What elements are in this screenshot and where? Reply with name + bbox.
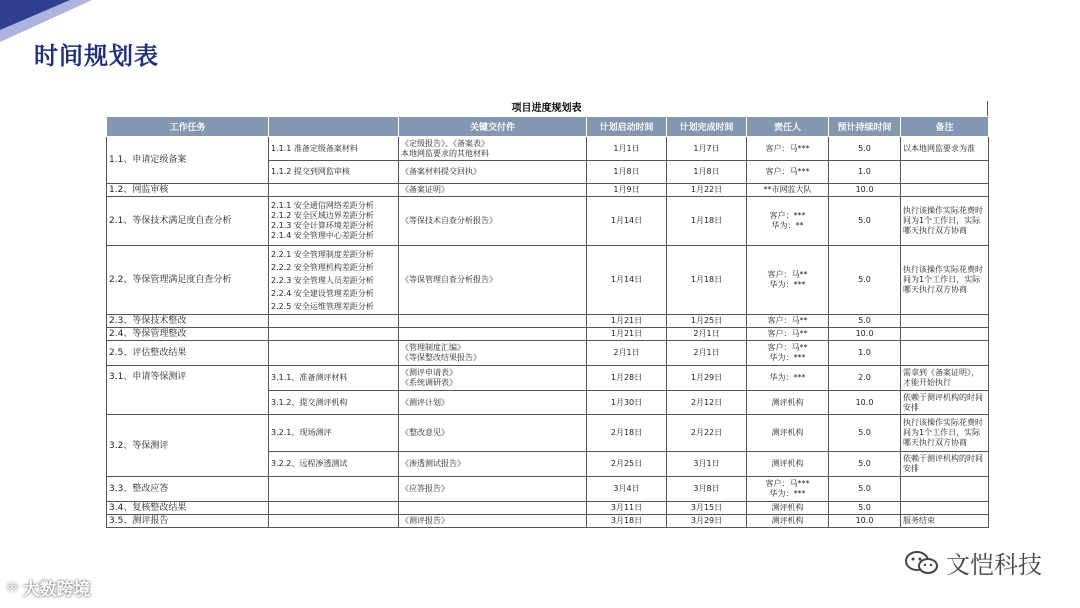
duration-cell: 10.0 (829, 515, 901, 528)
task-cell: 2.4、等保管理整改 (107, 328, 269, 341)
subtask-cell (269, 328, 399, 341)
end-cell: 1月22日 (667, 184, 747, 197)
watermark-logo-icon: ♾ (6, 579, 19, 596)
note-cell: 依赖于测评机构的时间安排 (901, 452, 989, 477)
owner-cell: **市网监大队 (747, 184, 829, 197)
start-cell: 1月28日 (587, 366, 667, 391)
note-cell: 服务结束 (901, 515, 989, 528)
subtask-cell: 2.2.1 安全管理制度差距分析 2.2.2 安全管理机构差距分析 2.2.3 安全管理人员差距分析 2.2.4 安全建设管理差距分析 2.2.5 安全运维管理差距分析 (269, 246, 399, 315)
header-owner: 责任人 (747, 117, 829, 137)
owner-cell: 客户：马*** (747, 137, 829, 161)
subtask-cell (269, 184, 399, 197)
task-cell: 2.3、等保技术整改 (107, 315, 269, 328)
end-cell: 1月29日 (667, 366, 747, 391)
deliverable-cell (399, 315, 587, 328)
end-cell: 2月22日 (667, 415, 747, 452)
subtask-cell: 1.1.1 准备定级备案材料 (269, 137, 399, 161)
deliverable-cell: 《等保管理自查分析报告》 (399, 246, 587, 315)
subtask-cell (269, 515, 399, 528)
note-cell: 执行该操作实际花费时间为1个工作日，实际哪天执行双方协商 (901, 246, 989, 315)
duration-cell: 5.0 (829, 246, 901, 315)
header-deliverable: 关键交付件 (399, 117, 587, 137)
deliverable-cell (399, 502, 587, 515)
owner-cell: 客户：马** (747, 315, 829, 328)
note-cell: 以本地网监要求为准 (901, 137, 989, 161)
note-cell (901, 161, 989, 184)
duration-cell: 10.0 (829, 184, 901, 197)
end-cell: 3月8日 (667, 477, 747, 502)
note-cell: 需拿到《备案证明》，才能开始执行 (901, 366, 989, 391)
end-cell: 2月12日 (667, 391, 747, 415)
duration-cell: 10.0 (829, 328, 901, 341)
deliverable-cell: 《应答报告》 (399, 477, 587, 502)
table-row (107, 315, 989, 328)
deliverable-cell: 《管理制度汇编》 《等保整改结果报告》 (399, 341, 587, 366)
owner-cell: 测评机构 (747, 515, 829, 528)
end-cell: 3月15日 (667, 502, 747, 515)
subtask-cell (269, 502, 399, 515)
watermark-left-text: 大数跨境 (22, 580, 91, 600)
deliverable-cell: 《整改意见》 (399, 415, 587, 452)
header-task: 工作任务 (107, 117, 269, 137)
page-title: 时间规划表 (34, 42, 159, 70)
start-cell: 3月4日 (587, 477, 667, 502)
note-cell (901, 315, 989, 328)
end-cell: 2月1日 (667, 341, 747, 366)
deliverable-cell: 《等保技术自查分析报告》 (399, 197, 587, 246)
owner-cell: 客户：马** 华为：*** (747, 246, 829, 315)
deliverable-cell: 《备案证明》 (399, 184, 587, 197)
start-cell: 1月30日 (587, 391, 667, 415)
owner-cell: 客户：马*** (747, 161, 829, 184)
duration-cell: 5.0 (829, 452, 901, 477)
end-cell: 1月25日 (667, 315, 747, 328)
start-cell: 1月9日 (587, 184, 667, 197)
note-cell (901, 341, 989, 366)
watermark-left (6, 575, 91, 600)
duration-cell: 1.0 (829, 161, 901, 184)
table-row (107, 246, 989, 315)
subtask-cell (269, 477, 399, 502)
task-cell: 3.2、等保测评 (107, 415, 269, 477)
watermark-right (904, 545, 1042, 580)
table-title: 项目进度规划表 (106, 101, 988, 116)
duration-cell: 5.0 (829, 137, 901, 161)
owner-cell: 测评机构 (747, 502, 829, 515)
duration-cell: 5.0 (829, 197, 901, 246)
subtask-cell: 1.1.2 提交到网监审核 (269, 161, 399, 184)
start-cell: 1月14日 (587, 197, 667, 246)
end-cell: 3月29日 (667, 515, 747, 528)
owner-cell: 测评机构 (747, 391, 829, 415)
duration-cell: 5.0 (829, 315, 901, 328)
start-cell: 1月21日 (587, 315, 667, 328)
start-cell: 2月1日 (587, 341, 667, 366)
table-header-row (107, 117, 989, 137)
table-body (107, 137, 989, 528)
table-row (107, 341, 989, 366)
deliverable-cell: 《测评申请表》 《系统调研表》 (399, 366, 587, 391)
subtask-cell (269, 315, 399, 328)
end-cell: 1月18日 (667, 246, 747, 315)
table-row (107, 515, 989, 528)
header-end: 计划完成时间 (667, 117, 747, 137)
owner-cell: 测评机构 (747, 415, 829, 452)
header-subtask (269, 117, 399, 137)
deliverable-cell: 《定级报告》、《备案表》 本地网监要求的其他材料 (399, 137, 587, 161)
table-row (107, 366, 989, 391)
table-row (107, 477, 989, 502)
header-duration: 预计持续时间 (829, 117, 901, 137)
owner-cell: 华为：*** (747, 366, 829, 391)
start-cell: 1月14日 (587, 246, 667, 315)
start-cell: 3月18日 (587, 515, 667, 528)
duration-cell: 5.0 (829, 502, 901, 515)
table-row (107, 502, 989, 515)
duration-cell: 5.0 (829, 477, 901, 502)
subtask-cell (269, 341, 399, 366)
start-cell: 2月25日 (587, 452, 667, 477)
subtask-cell: 3.1.2、提交测评机构 (269, 391, 399, 415)
owner-cell: 客户：马** (747, 328, 829, 341)
table-row (107, 184, 989, 197)
note-cell (901, 184, 989, 197)
deliverable-cell (399, 328, 587, 341)
deliverable-cell: 《渗透测试报告》 (399, 452, 587, 477)
watermark-right-text: 文恺科技 (946, 551, 1042, 579)
owner-cell: 测评机构 (747, 452, 829, 477)
owner-cell: 客户：马** 华为：*** (747, 341, 829, 366)
duration-cell: 10.0 (829, 391, 901, 415)
table-row (107, 328, 989, 341)
task-cell: 3.1、申请等保测评 (107, 366, 269, 415)
subtask-cell: 3.2.1、现场测评 (269, 415, 399, 452)
note-cell: 依赖于测评机构的时间安排 (901, 391, 989, 415)
deliverable-cell: 《测评计划》 (399, 391, 587, 415)
wechat-icon (904, 550, 940, 576)
task-cell: 2.2、等保管理满足度自查分析 (107, 246, 269, 315)
owner-cell: 客户：马*** 华为：*** (747, 477, 829, 502)
note-cell: 执行该操作实际花费时间为1个工作日，实际哪天执行双方协商 (901, 197, 989, 246)
start-cell: 1月21日 (587, 328, 667, 341)
owner-cell: 客户：*** 华为：** (747, 197, 829, 246)
task-cell: 1.1、申请定级备案 (107, 137, 269, 184)
deliverable-cell: 《测评报告》 (399, 515, 587, 528)
task-cell: 3.3、整改应答 (107, 477, 269, 502)
corner-accent (0, 0, 70, 30)
task-cell: 1.2、网监审核 (107, 184, 269, 197)
start-cell: 1月1日 (587, 137, 667, 161)
start-cell: 3月11日 (587, 502, 667, 515)
schedule-table-container (106, 101, 988, 528)
end-cell: 1月18日 (667, 197, 747, 246)
note-cell (901, 502, 989, 515)
schedule-table (106, 116, 989, 528)
end-cell: 1月8日 (667, 161, 747, 184)
table-row (107, 137, 989, 161)
start-cell: 2月18日 (587, 415, 667, 452)
deliverable-cell: 《备案材料提交回执》 (399, 161, 587, 184)
task-cell: 2.5、评估整改结果 (107, 341, 269, 366)
subtask-cell: 3.2.2、远程渗透测试 (269, 452, 399, 477)
header-note: 备注 (901, 117, 989, 137)
header-start: 计划启动时间 (587, 117, 667, 137)
table-row (107, 197, 989, 246)
note-cell: 执行该操作实际花费时间为1个工作日，实际哪天执行双方协商 (901, 415, 989, 452)
end-cell: 2月1日 (667, 328, 747, 341)
table-row (107, 415, 989, 452)
task-cell: 3.5、测评报告 (107, 515, 269, 528)
end-cell: 1月7日 (667, 137, 747, 161)
task-cell: 2.1、等保技术满足度自查分析 (107, 197, 269, 246)
subtask-cell: 3.1.1、准备测评材料 (269, 366, 399, 391)
duration-cell: 2.0 (829, 366, 901, 391)
duration-cell: 5.0 (829, 415, 901, 452)
start-cell: 1月8日 (587, 161, 667, 184)
note-cell (901, 477, 989, 502)
task-cell: 3.4、复核整改结果 (107, 502, 269, 515)
subtask-cell: 2.1.1 安全通信网络差距分析 2.1.2 安全区域边界差距分析 2.1.3 安全计算环境差距分析 2.1.4 安全管理中心差距分析 (269, 197, 399, 246)
note-cell (901, 328, 989, 341)
duration-cell: 1.0 (829, 341, 901, 366)
end-cell: 3月1日 (667, 452, 747, 477)
